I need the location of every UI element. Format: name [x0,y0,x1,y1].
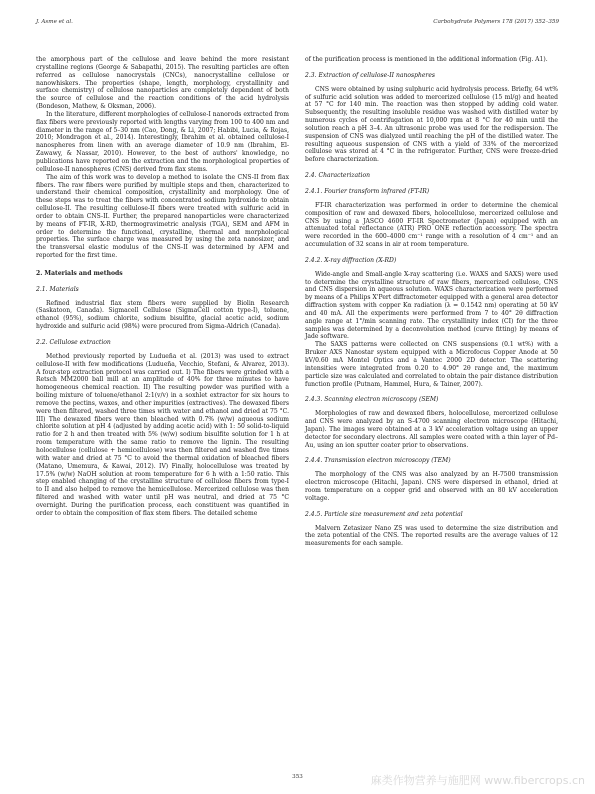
subsubsection-heading: 2.4.3. Scanning electron microscopy (SEM) [305,396,439,404]
paragraph: The aim of this work was to develop a method to isolate the CNS-II from flax fibers. The raw fibers were purified by multiple steps and then, characterized to understand their chemical composition, crystallinity and morphology. One of these steps was to treat the fibers with concentrated sodium hydroxide to obtain cellulose-II. The resulting cellulose-II fibers were treated with sulfuric acid in order to obtain CNS-II. Further, the prepared nanoparticles were characterized by means of FT-IR, X-RD, thermogravimetric analysis (TGA), SEM and AFM in order to determine the functional, crystalline, thermal and morphological properties. The surface charge was measured by using the zeta nanosizer, and the transversal elastic modulus of the CNS-II was determined by AFM and reported for the first time. [36,173,289,260]
running-header-journal: Carbohydrate Polymers 178 (2017) 352–359 [433,19,559,25]
running-header-authors: J. Asme et al. [36,19,73,25]
paragraph: Malvern Zetasizer Nano ZS was used to determine the size distribution and the zeta potential of the CNS. The reported results are the average values of 12 measurements for each sample. [305,524,558,548]
subsubsection-heading: 2.4.1. Fourier transform infrared (FT-IR) [305,187,430,195]
paragraph: the amorphous part of the cellulose and leave behind the more resistant crystalline regions (George & Sabapathi, 2015). The resulting particles are often referred as cellulose nanocrystals (CNCs), nanocrystalline cellulose or nanowhiskers. The properties (shape, length, morphology, crystallinity and surface chemistry) of cellulose nanoparticles are completely dependent of both the source of cellulose and the reaction conditions of the acid hydrolysis (Bondeson, Mathew, & Oksman, 2006). [36,56,289,111]
paragraph: CNS were obtained by using sulphuric acid hydrolysis process. Briefly, 64 wt% of sulfuric acid solution was added to mercerized cellulose (15 ml/g) and heated at 57 °C for 140 min. The reaction was then stopped by adding cold water. Subsequently, the resulting insoluble residue was washed with distilled water by numerous cycles of centrifugation at 10,000 rpm at 8 °C for 40 min until the solution reach a pH 3–4. An ultrasonic probe was used for the redispersion. The suspension of CNS was dialyzed until reaching the pH of the distilled water. The resulting aqueous suspension of CNS with a yield of 33% of the mercerized cellulose was stored at 4 °C in the refrigerator. Further, CNS were freeze-dried before characterization. [305,85,558,164]
subsection-heading: 2.3. Extraction of cellulose-II nanospheres [305,71,435,79]
paragraph: Method previously reported by Ludueña et al. (2013) was used to extract cellulose-II with few modifications (Ludueña, Vecchio, Stefani, & Alvarez, 2013). A four-step extraction protocol was carried out. I) The fibers were grinded with a Retsch MM2000 ball mill at an amplitude of 40% for three minutes to have homogeneous chemical reaction. II) The resulting powder was purified with a boiling mixture of toluene/ethanol 2:1(v/v) in a soxhlet extractor for six hours to remove the pectins, waxes, and other impurities (extractives). The dewaxed fibers were then filtered, washed three times with water and ethanol and dried at 75 °C. III) The dewaxed fibers were then bleached with 0.7% (w/w) aqueous sodium chlorite solution at pH 4 (adjusted by adding acetic acid) with 1: 50 solid-to-liquid ratio for 2 h and then treated with 5% (w/w) sodium bisulfite solution for 1 h at room temperature with the same ratio to remove the lignin. The resulting holocellulose (cellulose + hemicellulose) was then filtered and washed five times with water and dried at 75 °C to avoid the thermal oxidation of bleached fibers (Matano, Umemura, & Kawai, 2012). IV) Finally, holocellulose was treated by 17.5% (w/w) NaOH solution at room temperature for 6 h with a 1:50 ratio. This step enabled changing of the crystalline structure of cellulose fibers from type-I to II and also helped to remove the hemicellulose. Mercerized cellulose was then filtered and washed with water until pH was neutral, and dried at 75 °C overnight. During the purification process, each constituent was quantified in order to obtain the composition of flax stem fibers. The detailed scheme [36,352,289,517]
subsection-heading: 2.4. Characterization [305,172,370,180]
paragraph: Refined industrial flax stem fibers were supplied by Biolin Research (Saskatoon, Canada). Sigmacell Cellulose (SigmaCell cotton type-I), toluene, ethanol (95%), sodium chlorite, sodium bisulfite, glacial acetic acid, sodium hydroxide and sulfuric acid (98%) were procured from Sigma-Aldrich (Canada). [36,299,289,331]
subsection-heading: 2.1. Materials [36,285,79,293]
paragraph: of the purification process is mentioned in the additional information (Fig. A1). [305,56,548,63]
page-number: 353 [292,774,303,780]
subsubsection-heading: 2.4.4. Transmission electron microscopy (TEM) [305,457,451,465]
watermark: 麻类作物营养与施肥网 www.fibercrops.cn [370,774,585,787]
paragraph: In the literature, different morphologies of cellulose-I nanorods extracted from flax fibers were previously reported with lengths varying from 100 to 400 nm and diameter in the range of 5–30 nm (Cao, Dong, & Li, 2007; Habibi, Lucia, & Rojas, 2010; Mondragon et al., 2014). Interestingly, Ibrahim et al. obtained cellulose-I nanospheres from linen with an average diameter of 10.9 nm (Ibrahim, El-Zawawy, & Nassar, 2010). However, to the best of authors' knowledge, no publications have reported on the extraction and the morphological properties of cellulose-II nanospheres (CNS) derived from flax stems. [36,110,289,173]
subsection-heading: 2.2. Cellulose extraction [36,339,111,346]
paragraph: The morphology of the CNS was also analyzed by an H-7500 transmission electron microscope (Hitachi, Japan). CNS were dispersed in ethanol, dried at room temperature on a copper grid and observed with an 80 kV acceleration voltage. [305,471,558,502]
right-column [305,56,558,548]
paragraph: Wide-angle and Small-angle X-ray scattering (i.e. WAXS and SAXS) were used to determine the crystalline structure of raw fibers, mercerized cellulose, CNS and CNS dispersion in aqueous solution. WAXS characterization were performed by means of a Philips X'Pert diffractometer equipped with a general area detector diffraction system with copper Kα radiation (λ = 0.1542 nm) operating at 50 kV and 40 mA. All the experiments were performed from 7 to 40° 2θ diffraction angle range at 1°/min scanning rate. The crystallinity index (CI) for the three samples was determined by a deconvolution method (curve fitting) by means of Jade software. [305,270,558,341]
paragraph: FT-IR characterization was performed in order to determine the chemical composition of raw and dewaxed fibers, holocellulose, mercerized cellulose and CNS by using a JASCO 4600 FT-IR Spectrometer (Japan) equipped with an attenuated total reflectance (ATR) PRO ONE reflection accessory. The spectra were recorded in the 600–4000 cm⁻¹ range with a resolution of 4 cm⁻¹ and an accumulation of 32 scans in air at room temperature. [305,201,558,249]
subsubsection-heading: 2.4.5. Particle size measurement and zeta potential [305,510,463,518]
paragraph: The SAXS patterns were collected on CNS suspensions (0.1 wt%) with a Bruker AXS Nanostar system equipped with a Microfocus Copper Anode at 50 kV/0.60 mA Montel Optics and a Vantec 2000 2D detector. The scattering intensities were integrated from 0.20 to 4.90° 2θ range and, the maximum particle size was calculated and correlated to obtain the pair distance distribution function profile (Putnam, Hammel, Hura, & Tainer, 2007). [305,341,558,388]
left-column [36,56,289,518]
subsubsection-heading: 2.4.2. X-ray diffraction (X-RD) [305,256,397,264]
paragraph: Morphologies of raw and dewaxed fibers, holocellulose, mercerized cellulose and CNS were analyzed by an S-4700 scanning electron microscope (Hitachi, Japan). The images were obtained at a 3 kV acceleration voltage using an upper detector for secondary electrons. All samples were coated with a thin layer of Pd–Au, using an ion sputter coater prior to observations. [305,410,558,449]
section-heading: 2. Materials and methods [36,269,123,277]
